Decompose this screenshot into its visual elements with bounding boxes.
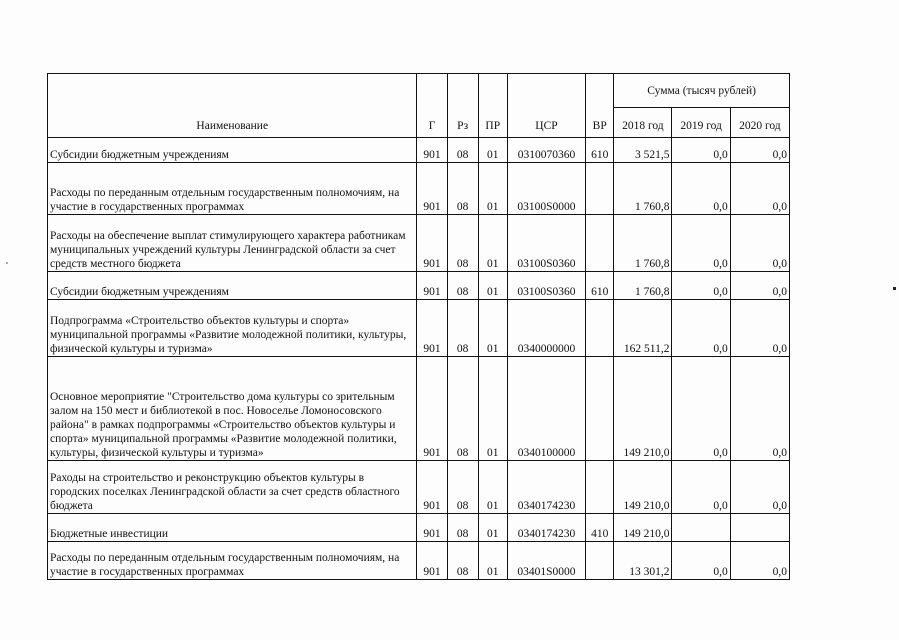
cell-name: Субсидии бюджетным учреждениям [48, 272, 417, 300]
cell-g: 901 [417, 461, 447, 514]
cell-name: Субсидии бюджетным учреждениям [48, 138, 417, 163]
header-2019: 2019 год [672, 108, 730, 138]
cell-g: 901 [417, 138, 447, 163]
cell-2018: 1 760,8 [614, 163, 672, 215]
table-row [48, 163, 790, 215]
cell-g: 901 [417, 357, 447, 461]
cell-2019: 0,0 [672, 138, 730, 163]
cell-pr: 01 [478, 461, 507, 514]
cell-vr: 610 [586, 138, 614, 163]
cell-rz: 08 [447, 163, 478, 215]
header-2020: 2020 год [730, 108, 789, 138]
cell-2019 [672, 514, 730, 542]
cell-pr: 01 [478, 272, 507, 300]
cell-pr: 01 [478, 300, 507, 357]
cell-2018: 13 301,2 [614, 542, 672, 580]
cell-vr [586, 357, 614, 461]
cell-2020: 0,0 [730, 461, 789, 514]
cell-2018: 149 210,0 [614, 461, 672, 514]
cell-rz: 08 [447, 215, 478, 272]
cell-g: 901 [417, 215, 447, 272]
cell-name: Расходы по переданным отдельным государственным полномочиям, на участие в государственных программах [48, 163, 417, 215]
header-2018: 2018 год [614, 108, 672, 138]
scan-speck [893, 287, 896, 290]
cell-csr: 0340174230 [507, 514, 585, 542]
table-row [48, 138, 790, 163]
cell-vr [586, 542, 614, 580]
cell-2018: 1 760,8 [614, 272, 672, 300]
cell-vr: 610 [586, 272, 614, 300]
table-row [48, 357, 790, 461]
cell-g: 901 [417, 514, 447, 542]
cell-name: Расходы на обеспечение выплат стимулирующего характера работникам муниципальных учреждений культуры Ленинградской области за счет средств местного бюджета [48, 215, 417, 272]
cell-rz: 08 [447, 357, 478, 461]
cell-csr: 0340174230 [507, 461, 585, 514]
cell-g: 901 [417, 163, 447, 215]
cell-name: Основное мероприятие "Строительство дома культуры со зрительным залом на 150 мест и библиотекой в пос. Новоселье Ломоносовского района" в рамках подпрограммы «Строительство объектов культуры и спорта» муниципальной программы «Развитие молодежной политики, культуры, физической культуры и туризма» [48, 357, 417, 461]
header-sum-group: Сумма (тысяч рублей) [614, 74, 790, 108]
cell-2019: 0,0 [672, 542, 730, 580]
table-row [48, 514, 790, 542]
cell-2018: 149 210,0 [614, 514, 672, 542]
cell-pr: 01 [478, 163, 507, 215]
cell-2019: 0,0 [672, 300, 730, 357]
header-pr: ПР [478, 74, 507, 138]
header-row-top [48, 74, 790, 108]
cell-g: 901 [417, 272, 447, 300]
cell-csr: 03100S0360 [507, 215, 585, 272]
cell-csr: 0310070360 [507, 138, 585, 163]
cell-csr: 0340000000 [507, 300, 585, 357]
cell-2020: 0,0 [730, 542, 789, 580]
cell-pr: 01 [478, 542, 507, 580]
cell-2019: 0,0 [672, 461, 730, 514]
table-row [48, 461, 790, 514]
cell-name: Бюджетные инвестиции [48, 514, 417, 542]
cell-2018: 149 210,0 [614, 357, 672, 461]
cell-2019: 0,0 [672, 163, 730, 215]
cell-csr: 03401S0000 [507, 542, 585, 580]
cell-2020: 0,0 [730, 272, 789, 300]
cell-2020: 0,0 [730, 300, 789, 357]
cell-2018: 1 760,8 [614, 215, 672, 272]
table-row [48, 542, 790, 580]
budget-table [47, 73, 790, 580]
cell-name: Подпрограмма «Строительство объектов культуры и спорта» муниципальной программы «Развитие молодежной политики, культуры, физической культуры и туризма» [48, 300, 417, 357]
table-row [48, 215, 790, 272]
cell-pr: 01 [478, 357, 507, 461]
cell-pr: 01 [478, 514, 507, 542]
header-name: Наименование [48, 74, 417, 138]
cell-2019: 0,0 [672, 272, 730, 300]
cell-vr [586, 215, 614, 272]
cell-2020: 0,0 [730, 357, 789, 461]
cell-vr [586, 300, 614, 357]
cell-csr: 0340100000 [507, 357, 585, 461]
cell-2019: 0,0 [672, 215, 730, 272]
cell-2018: 3 521,5 [614, 138, 672, 163]
scan-speck [6, 262, 8, 264]
cell-pr: 01 [478, 138, 507, 163]
cell-2020 [730, 514, 789, 542]
header-csr: ЦСР [507, 74, 585, 138]
cell-rz: 08 [447, 542, 478, 580]
cell-rz: 08 [447, 514, 478, 542]
table-row [48, 300, 790, 357]
cell-rz: 08 [447, 138, 478, 163]
cell-2019: 0,0 [672, 357, 730, 461]
cell-2020: 0,0 [730, 215, 789, 272]
cell-g: 901 [417, 542, 447, 580]
cell-name: Расходы по переданным отдельным государственным полномочиям, на участие в государственных программах [48, 542, 417, 580]
cell-csr: 03100S0000 [507, 163, 585, 215]
cell-vr: 410 [586, 514, 614, 542]
cell-vr [586, 461, 614, 514]
cell-rz: 08 [447, 461, 478, 514]
header-rz: Рз [447, 74, 478, 138]
cell-rz: 08 [447, 272, 478, 300]
cell-2020: 0,0 [730, 163, 789, 215]
cell-2020: 0,0 [730, 138, 789, 163]
header-g: Г [417, 74, 447, 138]
cell-g: 901 [417, 300, 447, 357]
cell-vr [586, 163, 614, 215]
cell-rz: 08 [447, 300, 478, 357]
table-row [48, 272, 790, 300]
header-vr: ВР [586, 74, 614, 138]
cell-pr: 01 [478, 215, 507, 272]
cell-csr: 03100S0360 [507, 272, 585, 300]
cell-2018: 162 511,2 [614, 300, 672, 357]
cell-name: Раходы на строительство и реконструкцию объектов культуры в городских поселках Ленинградской области за счет средств областного бюджета [48, 461, 417, 514]
